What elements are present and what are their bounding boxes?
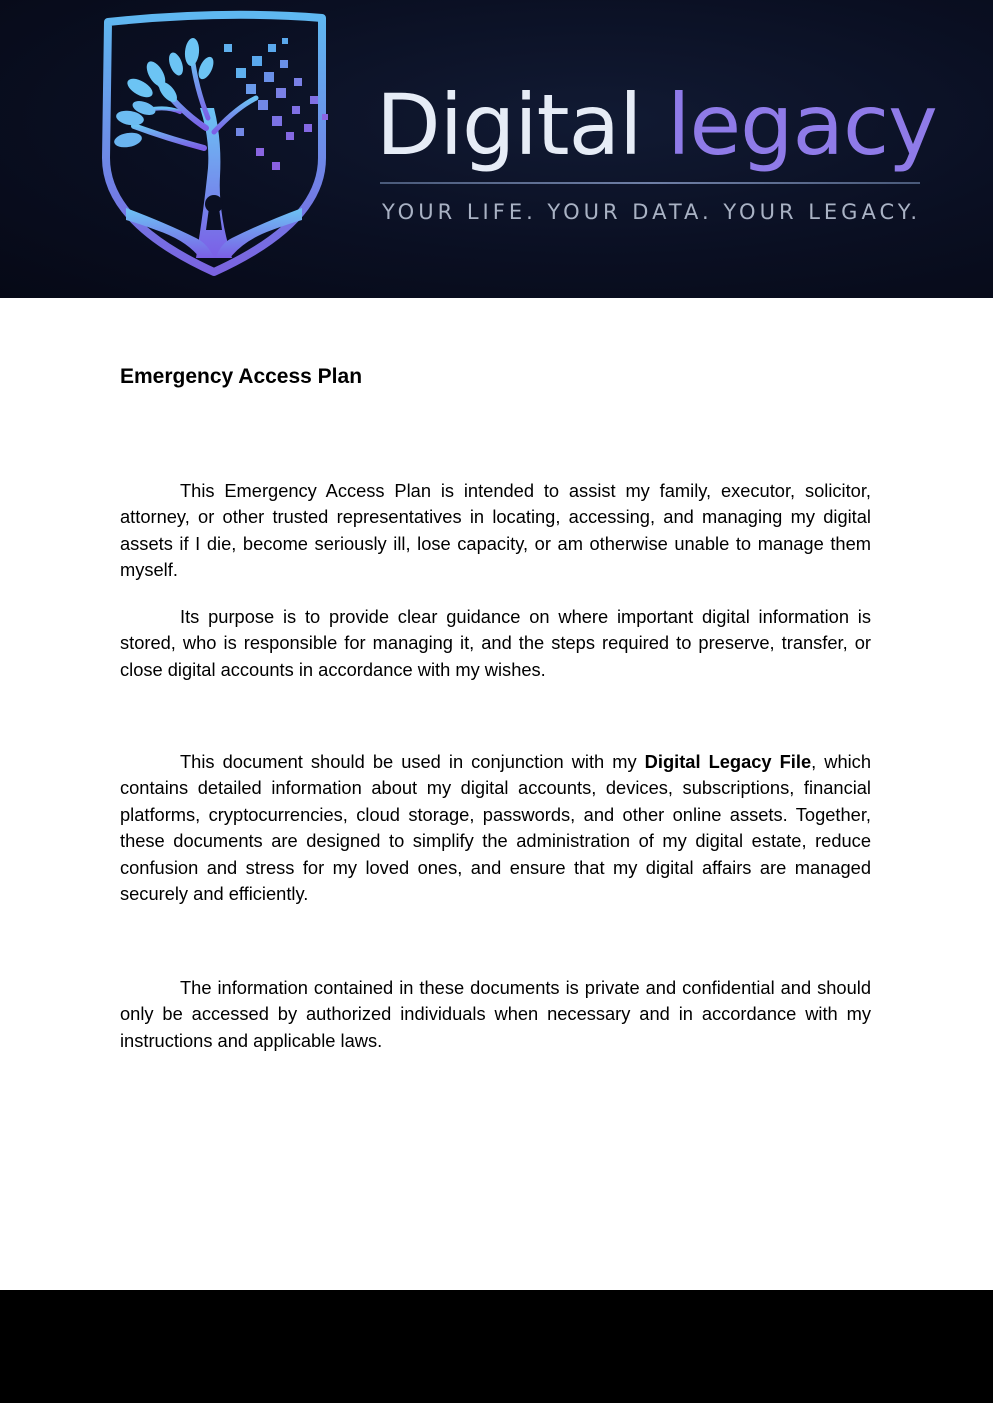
paragraph-usage-text-end: , which contains detailed information about my digital accounts, devices, subscriptions, financial platforms, cryptocurrencies, cloud storage, passwords, and other online assets. Together, these documents are designed to simplify the administration of my digital estate, reduce confusion and stress for my loved ones, and ensure that my digital affairs are managed securely and efficiently. (120, 751, 871, 905)
paragraph-confidentiality: The information contained in these documents is private and confidential and should only be accessed by authorized individuals when necessary and in accordance with my instructions and applicable laws. (120, 977, 871, 1051)
page-title: Emergency Access Plan (120, 365, 363, 388)
brand-name (376, 70, 937, 180)
digital-legacy-file-emphasis: Digital Legacy File (644, 751, 812, 772)
footer-bar (0, 1290, 993, 1403)
paragraph-purpose: Its purpose is to provide clear guidance on where important digital information is stored, who is responsible for managing it, and the steps required to preserve, transfer, or close digital accounts in accordance with my wishes. (120, 606, 871, 680)
header-banner (0, 0, 993, 298)
tree-shield-keyhole-icon (96, 8, 352, 280)
brand-divider (380, 182, 920, 184)
paragraph-usage-text-start: This document should be used in conjunction with my (180, 751, 645, 772)
paragraph-intro: This Emergency Access Plan is intended to assist my family, executor, solicitor, attorney, or other trusted representatives in locating, accessing, and managing my digital assets if I die, become seriously ill, lose capacity, or am otherwise unable to manage them myself. (120, 480, 871, 581)
brand-tagline: YOUR LIFE. YOUR DATA. YOUR LEGACY. (382, 200, 921, 224)
brand-word-legacy: legacy (667, 76, 937, 174)
brand-word-digital: Digital (376, 76, 642, 174)
paragraph-usage (120, 749, 871, 907)
